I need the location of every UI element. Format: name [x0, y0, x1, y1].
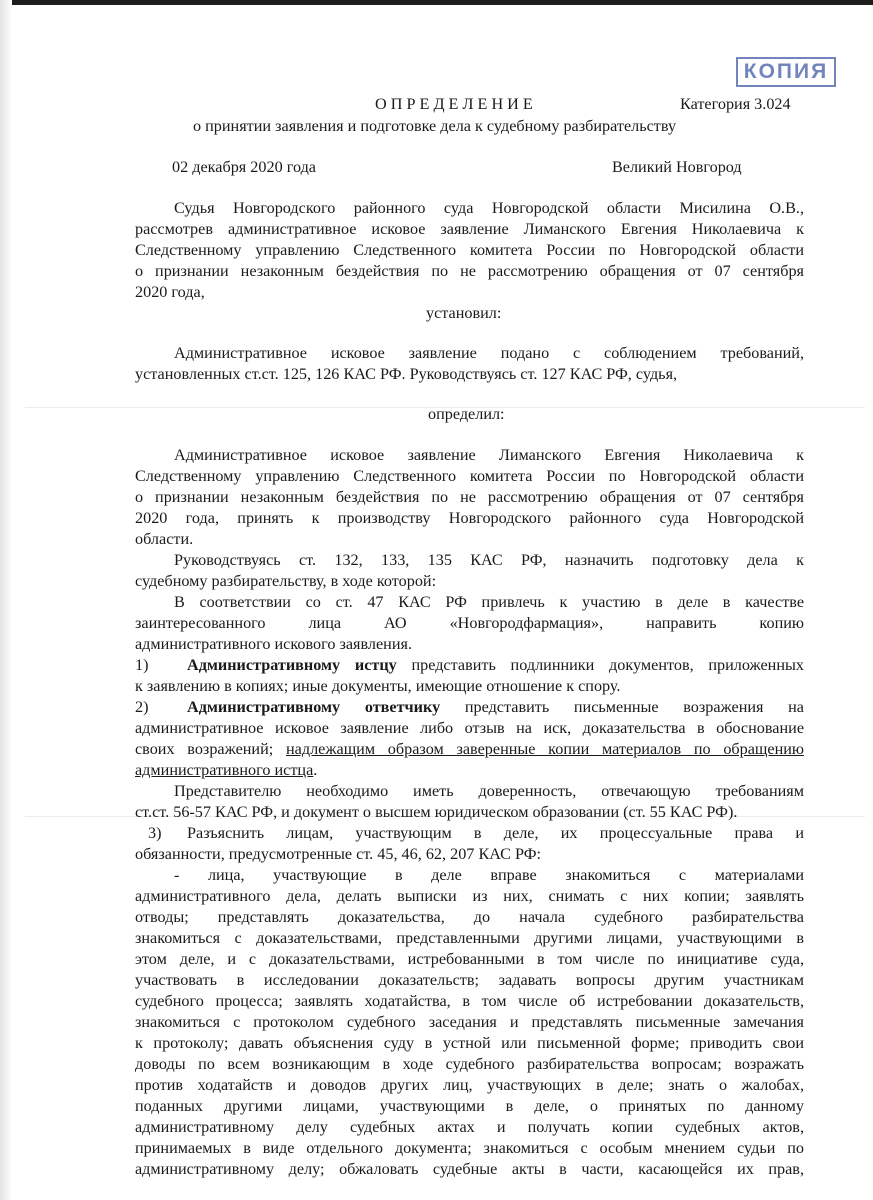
- rights-line: этом деле, и с доказательствами, истребованными в том числе по инициативе суда,: [135, 950, 804, 968]
- item2-line: [187, 697, 804, 718]
- intro-line: Следственному управлению Следственного комитета России по Новгородской области: [135, 241, 804, 259]
- representative-line: Представителю необходимо иметь доверенность, отвечающую требованиям: [174, 782, 804, 800]
- intro-line: о признании незаконным бездействия по не рассмотрению обращения от 07 сентября: [135, 262, 804, 280]
- established-line: установленных ст.ст. 125, 126 КАС РФ. Руководствуясь ст. 127 КАС РФ, судья,: [135, 365, 678, 383]
- intro-line: рассмотрев административное исковое заявление Лиманского Евгения Николаевича к: [135, 220, 804, 238]
- rights-line: административному делу; обжаловать судебные акты в части, касающейся их прав,: [135, 1160, 804, 1178]
- decision-line: Следственному управлению Следственного комитета России по Новгородской области: [135, 467, 804, 485]
- rights-line: доводы по всем возникающим в ходе судебного разбирательства вопросам; возражать: [135, 1055, 804, 1073]
- document-subtitle: о принятии заявления и подготовке дела к судебному разбирательству: [193, 117, 677, 135]
- item2-bold: Административному ответчику: [187, 698, 441, 716]
- section-heading-established: установил:: [426, 304, 502, 322]
- scan-left-shadow: [0, 0, 12, 1200]
- item-number: 2): [135, 698, 149, 716]
- representative-line: ст.ст. 56-57 КАС РФ, и документ о высшем юридическом образовании (ст. 55 КАС РФ).: [135, 803, 738, 821]
- preparation-line: Руководствуясь ст. 132, 133, 135 КАС РФ, назначить подготовку дела к: [174, 551, 804, 569]
- item-number: 1): [135, 656, 149, 674]
- rights-line: к протоколу; давать объяснения суду в устной или письменной форме; приводить свои: [135, 1034, 804, 1052]
- item2-line: [135, 760, 317, 781]
- established-line: Административное исковое заявление подано с соблюдением требований,: [174, 344, 804, 362]
- rights-line: против ходатайств и доводов других лиц, участвующих в деле; знать о жалобах,: [135, 1076, 804, 1094]
- document-city: Великий Новгород: [612, 158, 742, 176]
- rights-line: административного дела, делать выписки из них, снимать с них копии; заявлять: [135, 887, 804, 905]
- item3-line: обязанности, предусмотренные ст. 45, 46, 62, 207 КАС РФ:: [135, 845, 541, 863]
- decision-line: о признании незаконным бездействия по не рассмотрению обращения от 07 сентября: [135, 488, 804, 506]
- item2-rest: представить письменные возражения на: [440, 698, 804, 716]
- third-party-line: административного искового заявления.: [135, 635, 413, 653]
- third-party-line: заинтересованного лица АО «Новгородфармация», направить копию: [135, 614, 804, 632]
- document-date: 02 декабря 2020 года: [172, 158, 316, 176]
- intro-line: Судья Новгородского районного суда Новгородской области Мисилина О.В.,: [174, 199, 804, 217]
- document-title: О П Р Е Д Е Л Е Н И Е: [375, 95, 533, 113]
- item2-plain: своих возражений;: [135, 740, 286, 758]
- rights-line: участвовать в исследовании доказательств; задавать вопросы другим участникам: [135, 971, 804, 989]
- rights-line: - лица, участвующие в деле вправе знакомиться с материалами: [174, 866, 804, 884]
- item2-underlined: надлежащим образом заверенные копии материалов по обращению: [285, 740, 804, 758]
- rights-line: отводы; представлять доказательства, до начала судебного разбирательства: [135, 908, 804, 926]
- item3-line: Разъяснить лицам, участвующим в деле, их процессуальные права и: [187, 824, 804, 842]
- item-number: 3): [148, 824, 162, 842]
- rights-line: знакомиться с протоколом судебного заседания и представлять письменные замечания: [135, 1013, 804, 1031]
- item1-line: [187, 655, 804, 676]
- item2-line: [135, 739, 804, 760]
- third-party-line: В соответствии со ст. 47 КАС РФ привлечь к участию в деле в качестве: [174, 593, 804, 611]
- scan-top-edge: [0, 0, 873, 5]
- rights-line: административному делу судебных актах и получать копии судебных актов,: [135, 1118, 804, 1136]
- decision-line: 2020 года, принять к производству Новгородского районного суда Новгородской: [135, 509, 804, 527]
- item1-rest: представить подлинники документов, приложенных: [396, 656, 804, 674]
- item2-underlined: административного истца: [135, 761, 314, 779]
- rights-line: поданных другими лицами, участвующими в деле, о принятых по данному: [135, 1097, 804, 1115]
- rights-line: принимаемых в виде отдельного документа; знакомиться с особым мнением судьи по: [135, 1139, 804, 1157]
- rights-line: судебного процесса; заявлять ходатайства, в том числе об истребовании доказательств,: [135, 992, 804, 1010]
- decision-line: области.: [135, 530, 194, 548]
- category-label: Категория 3.024: [680, 95, 791, 113]
- decision-line: Административное исковое заявление Лиманского Евгения Николаевича к: [174, 446, 804, 464]
- intro-line: 2020 года,: [135, 283, 205, 301]
- section-heading-determined: определил:: [428, 405, 505, 423]
- item1-line: к заявлению в копиях; иные документы, имеющие отношение к спору.: [135, 677, 621, 695]
- preparation-line: судебному разбирательству, в ходе которой:: [135, 572, 437, 590]
- rights-line: знакомиться с доказательствами, представленными другими лицами, участвующими в: [135, 929, 804, 947]
- item2-period: .: [313, 761, 318, 779]
- item2-line: административное исковое заявление либо отзыв на иск, доказательства в обоснование: [135, 719, 804, 737]
- copy-stamp: КОПИЯ: [736, 57, 836, 87]
- item1-bold: Административному истцу: [187, 656, 397, 674]
